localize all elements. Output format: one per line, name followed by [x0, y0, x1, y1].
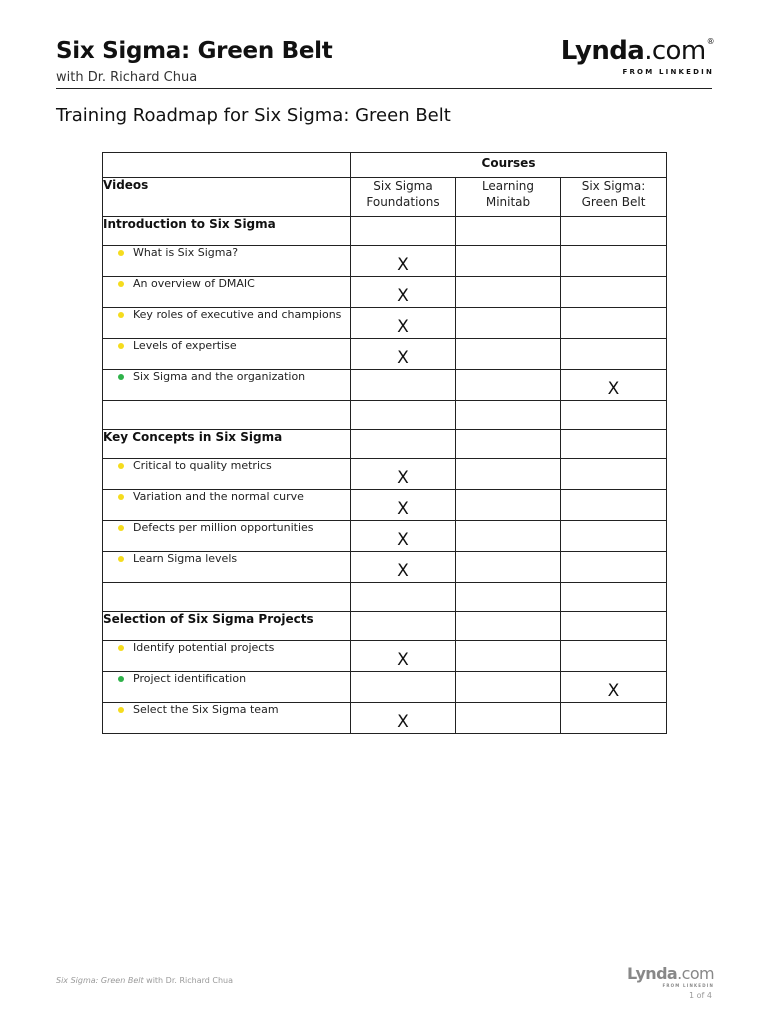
empty-header-cell	[103, 153, 351, 178]
empty-cell	[456, 217, 561, 246]
empty-cell	[456, 583, 561, 612]
bullet-dot-icon	[118, 374, 124, 380]
video-item-row	[103, 246, 667, 277]
mark-green-belt: X	[561, 370, 667, 401]
video-item-label: An overview of DMAIC	[133, 277, 255, 290]
mark-foundations: X	[351, 339, 456, 370]
video-item-cell	[103, 672, 351, 703]
mark-minitab	[456, 703, 561, 734]
video-item-cell	[103, 277, 351, 308]
footer-course-title: Six Sigma: Green Belt	[56, 976, 144, 985]
video-item-row	[103, 459, 667, 490]
bullet-dot-icon	[118, 676, 124, 682]
empty-cell	[561, 401, 667, 430]
footer-logo-brand: Lynda	[626, 964, 678, 983]
empty-cell	[456, 612, 561, 641]
logo-wordmark	[561, 38, 714, 64]
mark-foundations: X	[351, 703, 456, 734]
bullet-dot-icon	[118, 281, 124, 287]
footer-logo-wordmark	[627, 966, 714, 982]
column-header-row	[103, 178, 667, 217]
bullet-dot-icon	[118, 343, 124, 349]
empty-cell	[561, 217, 667, 246]
mark-foundations: X	[351, 552, 456, 583]
video-item	[103, 490, 350, 503]
spacer-row	[103, 583, 667, 612]
video-item-cell	[103, 552, 351, 583]
course-header-minitab	[456, 178, 561, 217]
video-item-row	[103, 703, 667, 734]
video-item-label: Select the Six Sigma team	[133, 703, 279, 716]
video-item-row	[103, 277, 667, 308]
empty-cell	[561, 583, 667, 612]
video-item	[103, 672, 350, 685]
empty-cell	[456, 401, 561, 430]
mark-minitab	[456, 490, 561, 521]
video-item	[103, 521, 350, 534]
bullet-dot-icon	[118, 525, 124, 531]
mark-foundations: X	[351, 459, 456, 490]
bullet-dot-icon	[118, 312, 124, 318]
logo-tagline: FROM LINKEDIN	[622, 68, 714, 76]
video-item-row	[103, 672, 667, 703]
video-item	[103, 552, 350, 565]
bullet-dot-icon	[118, 707, 124, 713]
courses-label: Courses	[351, 153, 667, 178]
video-item-label: Key roles of executive and champions	[133, 308, 342, 321]
section-heading: Introduction to Six Sigma	[103, 217, 351, 246]
videos-column-header: Videos	[103, 178, 351, 217]
video-item	[103, 459, 350, 472]
empty-cell	[351, 401, 456, 430]
section-row	[103, 217, 667, 246]
empty-cell	[351, 217, 456, 246]
video-item-label: Project identification	[133, 672, 247, 685]
video-item-row	[103, 490, 667, 521]
video-item-label: Identify potential projects	[133, 641, 275, 654]
video-item	[103, 370, 350, 383]
course-header-line2: Minitab	[485, 195, 531, 209]
roadmap-table	[102, 152, 667, 734]
spacer-row	[103, 401, 667, 430]
video-item-row	[103, 308, 667, 339]
footer-lynda-logo	[627, 966, 714, 988]
video-item-row	[103, 552, 667, 583]
mark-foundations: X	[351, 490, 456, 521]
course-header-green-belt	[561, 178, 667, 217]
mark-green-belt: X	[561, 672, 667, 703]
mark-minitab	[456, 246, 561, 277]
mark-minitab	[456, 552, 561, 583]
course-header-line1: Learning	[481, 179, 535, 193]
course-header-line1: Six Sigma	[373, 179, 433, 193]
mark-foundations: X	[351, 277, 456, 308]
mark-foundations	[351, 672, 456, 703]
mark-green-belt	[561, 459, 667, 490]
video-item-row	[103, 370, 667, 401]
course-header-line2: Green Belt	[581, 195, 646, 209]
footer-author: with Dr. Richard Chua	[143, 976, 234, 985]
empty-cell	[351, 583, 456, 612]
video-item-cell	[103, 521, 351, 552]
empty-cell	[561, 612, 667, 641]
mark-green-belt	[561, 703, 667, 734]
section-heading: Selection of Six Sigma Projects	[103, 612, 351, 641]
courses-header-row	[103, 153, 667, 178]
section-title: Training Roadmap for Six Sigma: Green Belt	[56, 105, 451, 126]
footer-credit	[56, 976, 233, 985]
video-item-cell	[103, 703, 351, 734]
roadmap-table-body	[103, 153, 667, 734]
empty-cell	[103, 583, 351, 612]
video-item-label: Six Sigma and the organization	[133, 370, 306, 383]
empty-cell	[561, 430, 667, 459]
mark-green-belt	[561, 339, 667, 370]
video-item	[103, 308, 350, 321]
mark-foundations: X	[351, 521, 456, 552]
video-item-cell	[103, 339, 351, 370]
empty-cell	[103, 401, 351, 430]
video-item-label: Critical to quality metrics	[133, 459, 272, 472]
empty-cell	[351, 612, 456, 641]
header-divider	[56, 88, 712, 89]
footer-logo-tagline: FROM LINKEDIN	[662, 983, 714, 988]
mark-minitab	[456, 459, 561, 490]
video-item-label: Levels of expertise	[133, 339, 237, 352]
mark-green-belt	[561, 521, 667, 552]
mark-minitab	[456, 370, 561, 401]
page-number: 1 of 4	[689, 991, 712, 1000]
mark-foundations: X	[351, 641, 456, 672]
video-item-row	[103, 339, 667, 370]
bullet-dot-icon	[118, 463, 124, 469]
video-item-row	[103, 521, 667, 552]
video-item-cell	[103, 308, 351, 339]
empty-cell	[351, 430, 456, 459]
page-subtitle: with Dr. Richard Chua	[56, 70, 198, 85]
mark-minitab	[456, 641, 561, 672]
mark-minitab	[456, 521, 561, 552]
video-item	[103, 246, 350, 259]
bullet-dot-icon	[118, 556, 124, 562]
video-item	[103, 277, 350, 290]
video-item-cell	[103, 246, 351, 277]
lynda-logo	[561, 38, 714, 76]
logo-suffix: .com	[644, 36, 706, 66]
video-item	[103, 339, 350, 352]
bullet-dot-icon	[118, 645, 124, 651]
video-item-label: Variation and the normal curve	[133, 490, 304, 503]
video-item-label: What is Six Sigma?	[133, 246, 239, 259]
mark-green-belt	[561, 246, 667, 277]
course-header-line1: Six Sigma:	[581, 179, 646, 193]
video-item-cell	[103, 370, 351, 401]
footer-logo-suffix: .com	[677, 964, 714, 983]
course-header-foundations	[351, 178, 456, 217]
mark-green-belt	[561, 277, 667, 308]
video-item	[103, 641, 350, 654]
mark-minitab	[456, 308, 561, 339]
logo-brand: Lynda	[560, 36, 645, 66]
mark-green-belt	[561, 490, 667, 521]
video-item-cell	[103, 459, 351, 490]
mark-minitab	[456, 277, 561, 308]
video-item-cell	[103, 490, 351, 521]
mark-foundations: X	[351, 246, 456, 277]
page-title: Six Sigma: Green Belt	[56, 38, 333, 64]
mark-foundations: X	[351, 308, 456, 339]
mark-minitab	[456, 672, 561, 703]
video-item-row	[103, 641, 667, 672]
video-item-cell	[103, 641, 351, 672]
video-item-label: Learn Sigma levels	[133, 552, 238, 565]
course-header-line2: Foundations	[366, 195, 440, 209]
section-row	[103, 612, 667, 641]
mark-foundations	[351, 370, 456, 401]
bullet-dot-icon	[118, 494, 124, 500]
empty-cell	[456, 430, 561, 459]
mark-green-belt	[561, 552, 667, 583]
mark-green-belt	[561, 308, 667, 339]
mark-minitab	[456, 339, 561, 370]
logo-registered-mark: ®	[706, 37, 714, 46]
section-row	[103, 430, 667, 459]
video-item	[103, 703, 350, 716]
section-heading: Key Concepts in Six Sigma	[103, 430, 351, 459]
mark-green-belt	[561, 641, 667, 672]
video-item-label: Defects per million opportunities	[133, 521, 314, 534]
bullet-dot-icon	[118, 250, 124, 256]
